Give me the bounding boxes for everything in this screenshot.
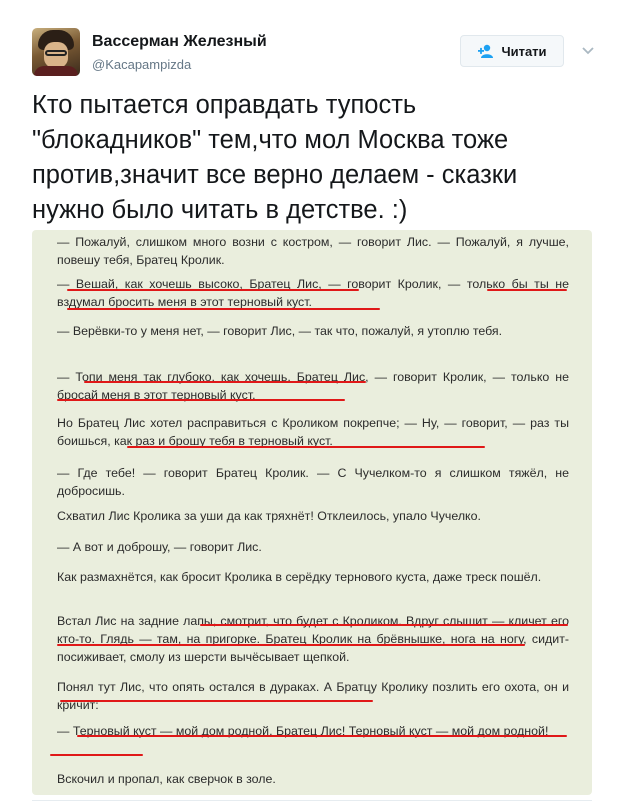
tweet-image[interactable] — [32, 230, 592, 795]
red-underline — [487, 289, 567, 291]
red-underline — [67, 289, 359, 291]
follow-label: Читати — [501, 43, 547, 59]
red-underline — [77, 735, 567, 737]
story-paragraph: Схватил Лис Кролика за уши да как тряхнёт! Отклеилось, упало Чучелко. — [57, 509, 481, 523]
user-handle[interactable]: @Kacapampizda — [92, 57, 192, 72]
story-paragraph: — Верёвки-то у меня нет, — говорит Лис, — так что, пожалуй, я утоплю тебя. — [57, 324, 503, 338]
story-paragraph: — Топи меня так глубоко, как хочешь, Братец Лис, — говорит Кролик, — только не бросай меня в этот терновый куст. — [57, 370, 569, 402]
story-paragraph: Встал Лис на задние лапы, смотрит, что будет с Кроликом. Вдруг слышит — кличет его кто-то. Глядь — там, на пригорке. Братец Кролик на брёвнышке, нога на ногу, сидит-посиживает, смолу из шерсти вычёсывает щепкой. — [57, 614, 569, 664]
red-underline — [200, 624, 568, 626]
story-paragraph: Но Братец Лис хотел расправиться с Кроликом покрепче; — Ну, — говорит, — раз ты боишься, как раз и брошу тебя в терновый куст. — [57, 416, 569, 448]
story-paragraph: — А вот и доброшу, — говорит Лис. — [57, 540, 262, 554]
follow-button[interactable] — [460, 35, 564, 67]
red-underline — [60, 700, 373, 702]
story-paragraph: — Вешай, как хочешь высоко, Братец Лис, — говорит Кролик, — только бы ты не вздумал бросить меня в этот терновый куст. — [57, 277, 569, 309]
red-underline — [57, 399, 345, 401]
story-paragraph: — Где тебе! — говорит Братец Кролик. — С Чучелком-то я слишком тяжёл, не добросишь. — [57, 466, 569, 498]
red-underline — [67, 308, 380, 310]
red-underline — [84, 381, 366, 383]
story-paragraph: — Терновый куст — мой дом родной, Братец Лис! Терновый куст — мой дом родной! — [57, 724, 549, 738]
tweet-header — [32, 28, 602, 80]
story-paragraph: — Пожалуй, слишком много возни с костром, — говорит Лис. — Пожалуй, я лучше, повешу тебя, Братец Кролик. — [57, 235, 569, 267]
user-name[interactable]: Вассерман Железный — [92, 33, 267, 50]
red-underline — [50, 754, 143, 756]
story-paragraph: Понял тут Лис, что опять остался в дураках. А Братцу Кролику позлить его охота, он и кричит: — [57, 680, 569, 712]
tweet-text: Кто пытается оправдать тупость "блокадников" тем,что мол Москва тоже против,значит все верно делаем - сказки нужно было читать в детстве. :) — [32, 91, 518, 224]
story-paragraph: Вскочил и пропал, как сверчок в золе. — [57, 772, 276, 786]
chevron-down-icon[interactable] — [580, 42, 596, 58]
divider — [32, 800, 592, 801]
avatar[interactable] — [32, 28, 80, 76]
follow-user-icon — [477, 44, 495, 58]
red-underline — [57, 644, 525, 646]
red-underline — [127, 446, 485, 448]
story-paragraph: Как размахнётся, как бросит Кролика в серёдку тернового куста, даже треск пошёл. — [57, 570, 542, 584]
